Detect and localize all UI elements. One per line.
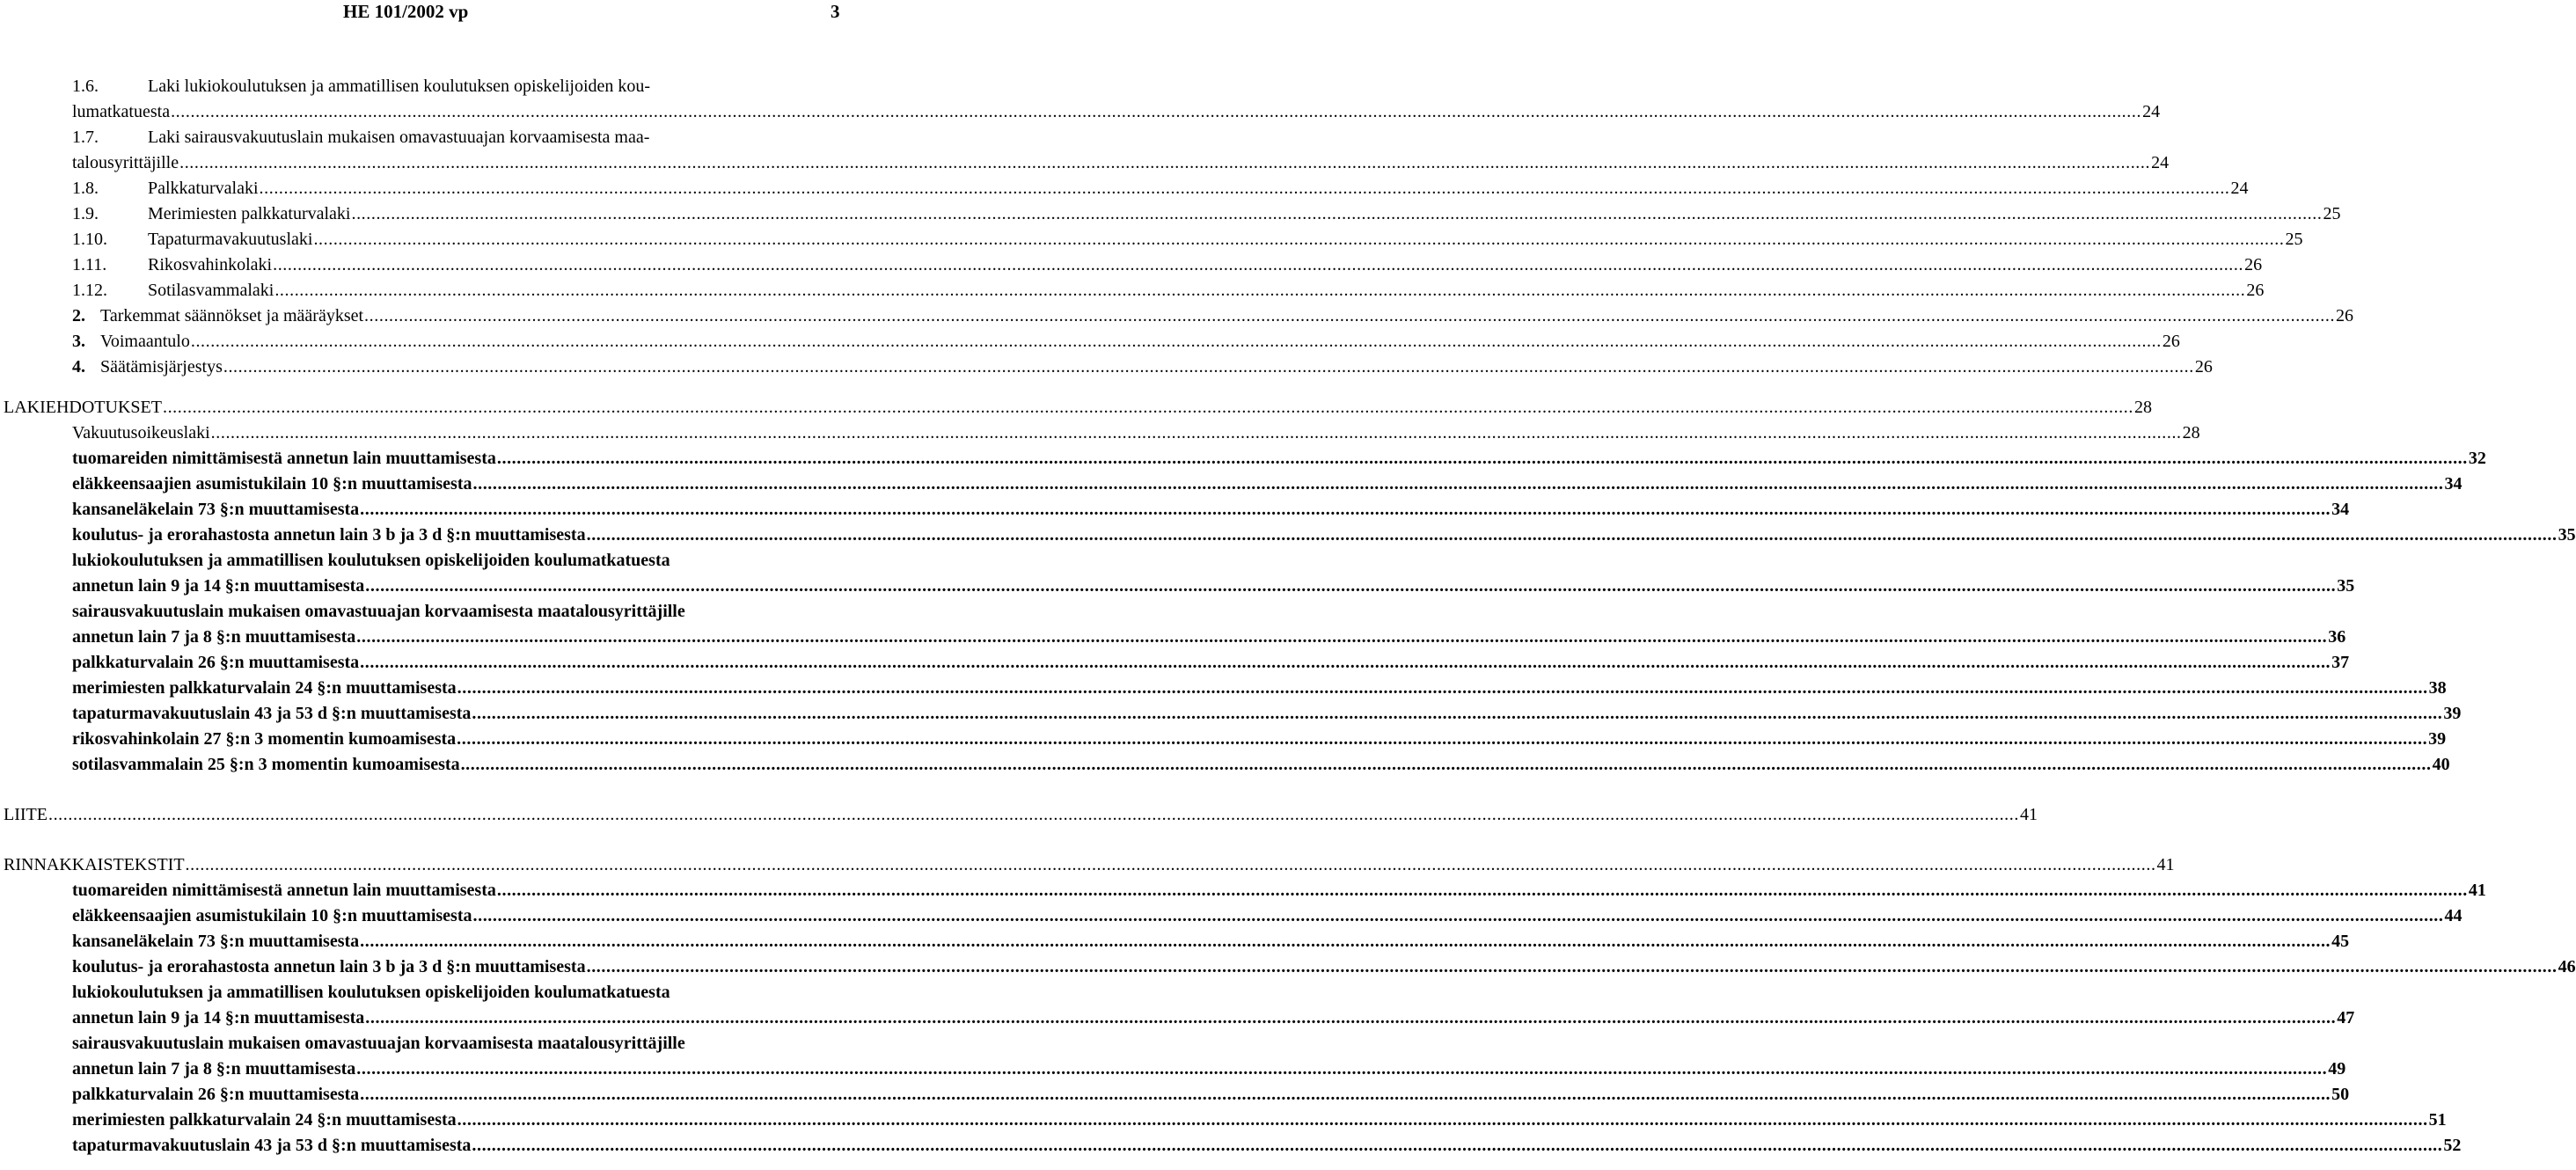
dot-leader: ................................................................................................................................................................................................................................................................................................................................................................................................................: [360, 653, 2331, 672]
toc-entry-title: tapaturmavakuutuslain 43 ja 53 d §:n muuttamisesta: [72, 701, 472, 727]
toc-entry: [0, 125, 845, 150]
toc-entry-page: 35: [2558, 523, 2576, 548]
dot-leader: ................................................................................................................................................................................................................................................................................................................................................................................................................: [586, 525, 2558, 545]
toc-entry: [0, 878, 2486, 903]
dot-leader: ................................................................................................................................................................................................................................................................................................................................................................................................................: [185, 855, 2156, 874]
toc-entry-title: Rikosvahinkolaki: [148, 252, 273, 278]
toc-entry-page: 49: [2327, 1057, 2345, 1082]
toc-entry: [0, 497, 2350, 523]
dot-leader: ................................................................................................................................................................................................................................................................................................................................................................................................................: [360, 1085, 2331, 1104]
toc-entry-page: 24: [2141, 99, 2160, 125]
dot-leader: ................................................................................................................................................................................................................................................................................................................................................................................................................: [457, 1110, 2428, 1130]
toc-entry: [0, 650, 2350, 676]
dot-leader: ................................................................................................................................................................................................................................................................................................................................................................................................................: [586, 957, 2558, 976]
toc-entry: [0, 625, 2346, 650]
dot-leader: ................................................................................................................................................................................................................................................................................................................................................................................................................: [273, 255, 2244, 274]
toc-entry-page: 26: [2162, 329, 2180, 355]
toc-entry-page: 50: [2331, 1082, 2349, 1108]
toc-entry: [0, 1082, 2350, 1108]
toc-entry-page: 47: [2336, 1005, 2354, 1031]
toc-entry-page: 32: [2468, 446, 2486, 472]
toc-entry-title: sairausvakuutuslain mukaisen omavastuuajan korvaamisesta maatalousyrittäjille: [72, 1034, 685, 1053]
dot-leader: ................................................................................................................................................................................................................................................................................................................................................................................................................: [259, 179, 2230, 198]
toc-entry-page: 28: [2182, 420, 2200, 446]
toc-entry: [0, 201, 2341, 227]
toc-entry-title: tuomareiden nimittämisestä annetun lain muuttamisesta: [72, 446, 497, 472]
toc-entry-page: 25: [2322, 201, 2340, 227]
toc-entry-title: sairausvakuutuslain mukaisen omavastuuajan korvaamisesta maatalousyrittäjille: [72, 602, 685, 621]
toc-entry-page: 25: [2284, 227, 2302, 252]
toc-entry-title: merimiesten palkkaturvalain 24 §:n muuttamisesta: [72, 676, 457, 701]
toc-entry-page: 41: [2468, 878, 2486, 903]
dot-leader: ................................................................................................................................................................................................................................................................................................................................................................................................................: [179, 153, 2151, 172]
toc-entry: [0, 548, 845, 574]
toc-entry-title: koulutus- ja erorahastosta annetun lain 3 b ja 3 d §:n muuttamisesta: [72, 523, 587, 548]
toc-entry-title: RINNAKKAISTEKSTIT: [4, 852, 186, 878]
toc-entry-page: 24: [2230, 176, 2249, 201]
toc-entry-page: 26: [2245, 278, 2264, 303]
toc-entry-page: 34: [2444, 472, 2463, 497]
toc-entry-number: 1.9.: [72, 204, 99, 223]
toc-entry-title: lumatkatuesta: [72, 99, 171, 125]
toc-entry-title: merimiesten palkkaturvalain 24 §:n muuttamisesta: [72, 1108, 457, 1133]
dot-leader: ................................................................................................................................................................................................................................................................................................................................................................................................................: [351, 204, 2323, 223]
toc-entry: [0, 472, 2463, 497]
toc-entry-title: kansaneläkelain 73 §:n muuttamisesta: [72, 929, 360, 954]
toc-entry-page: 41: [2019, 802, 2038, 828]
toc-entry-number: 1.10.: [72, 230, 107, 249]
dot-leader: ................................................................................................................................................................................................................................................................................................................................................................................................................: [496, 881, 2468, 900]
dot-leader: ................................................................................................................................................................................................................................................................................................................................................................................................................: [171, 102, 2142, 121]
toc-entry-title: eläkkeensaajien asumistukilain 10 §:n muuttamisesta: [72, 472, 473, 497]
toc-entry: [0, 752, 2450, 778]
toc-entry-title: tuomareiden nimittämisestä annetun lain muuttamisesta: [72, 878, 497, 903]
toc-entry: [0, 99, 2161, 125]
toc-entry-title: Tapaturmavakuutuslaki: [148, 227, 313, 252]
toc-entry-number: 4.: [72, 357, 85, 377]
toc-entry-number: 1.12.: [72, 281, 107, 300]
dot-leader: ................................................................................................................................................................................................................................................................................................................................................................................................................: [356, 1059, 2328, 1079]
page-number: 3: [831, 1, 840, 22]
dot-leader: ................................................................................................................................................................................................................................................................................................................................................................................................................: [360, 500, 2331, 519]
toc-entry-title: Sotilasvammalaki: [148, 278, 274, 303]
toc-entry-title: koulutus- ja erorahastosta annetun lain 3 b ja 3 d §:n muuttamisesta: [72, 954, 587, 980]
dot-leader: ................................................................................................................................................................................................................................................................................................................................................................................................................: [364, 306, 2336, 325]
toc-entry-title: Laki sairausvakuutuslain mukaisen omavastuuajan korvaamisesta maa-: [148, 128, 650, 147]
toc-entry: [0, 1005, 2355, 1031]
toc-entry: [0, 150, 2170, 176]
toc-entry: [0, 701, 2462, 727]
dot-leader: ................................................................................................................................................................................................................................................................................................................................................................................................................: [496, 449, 2468, 468]
toc-entry-page: 37: [2331, 650, 2349, 676]
dot-leader: ................................................................................................................................................................................................................................................................................................................................................................................................................: [365, 1008, 2337, 1027]
dot-leader: ................................................................................................................................................................................................................................................................................................................................................................................................................: [162, 398, 2133, 417]
table-of-contents: [0, 74, 2576, 1159]
toc-entry: [0, 727, 2447, 752]
toc-entry-page: 44: [2444, 903, 2463, 929]
toc-entry: [0, 802, 2038, 828]
toc-entry: [0, 1133, 2462, 1159]
dot-leader: ................................................................................................................................................................................................................................................................................................................................................................................................................: [360, 932, 2331, 951]
toc-entry-page: 39: [2442, 701, 2461, 727]
dot-leader: ................................................................................................................................................................................................................................................................................................................................................................................................................: [365, 576, 2337, 596]
toc-entry-page: 34: [2331, 497, 2349, 523]
toc-entry: [0, 929, 2350, 954]
toc-entry: [0, 446, 2486, 472]
toc-entry: [0, 676, 2447, 701]
toc-entry-page: 40: [2432, 752, 2450, 778]
dot-leader: ................................................................................................................................................................................................................................................................................................................................................................................................................: [472, 704, 2443, 723]
toc-entry: [0, 1108, 2447, 1133]
toc-entry-title: LAKIEHDOTUKSET: [4, 395, 163, 420]
toc-entry-title: Laki lukiokoulutuksen ja ammatillisen koulutuksen opiskelijoiden kou-: [148, 77, 651, 96]
toc-entry-title: Voimaantulo: [100, 329, 191, 355]
toc-entry-page: 52: [2442, 1133, 2461, 1159]
dot-leader: ................................................................................................................................................................................................................................................................................................................................................................................................................: [190, 332, 2162, 351]
toc-entry: [0, 599, 845, 625]
toc-entry-page: 51: [2428, 1108, 2447, 1133]
toc-entry-number: 1.11.: [72, 255, 107, 274]
toc-entry: [0, 303, 2354, 329]
toc-entry-title: rikosvahinkolain 27 §:n 3 momentin kumoamisesta: [72, 727, 457, 752]
dot-leader: ................................................................................................................................................................................................................................................................................................................................................................................................................: [223, 357, 2194, 377]
toc-entry: [0, 355, 2213, 380]
toc-entry-title: annetun lain 9 ja 14 §:n muuttamisesta: [72, 574, 365, 599]
toc-entry: [0, 523, 2576, 548]
toc-entry-number: 1.7.: [72, 128, 99, 147]
toc-entry-page: 45: [2331, 929, 2349, 954]
toc-entry-number: 1.6.: [72, 77, 99, 96]
toc-entry: [0, 980, 845, 1005]
dot-leader: ................................................................................................................................................................................................................................................................................................................................................................................................................: [48, 805, 2019, 824]
dot-leader: ................................................................................................................................................................................................................................................................................................................................................................................................................: [460, 755, 2432, 774]
toc-entry-page: 39: [2427, 727, 2446, 752]
toc-entry-title: annetun lain 7 ja 8 §:n muuttamisesta: [72, 625, 356, 650]
toc-entry: [0, 1031, 845, 1057]
document-id: HE 101/2002 vp: [343, 1, 469, 22]
page-header: [0, 0, 845, 25]
toc-entry-title: sotilasvammalain 25 §:n 3 momentin kumoamisesta: [72, 752, 461, 778]
toc-entry: [0, 1057, 2346, 1082]
toc-entry: [0, 74, 845, 99]
dot-leader: ................................................................................................................................................................................................................................................................................................................................................................................................................: [356, 627, 2328, 647]
dot-leader: ................................................................................................................................................................................................................................................................................................................................................................................................................: [313, 230, 2285, 249]
toc-entry-title: talousyrittäjille: [72, 150, 179, 176]
toc-entry-title: Vakuutusoikeuslaki: [72, 420, 211, 446]
toc-entry-page: 35: [2336, 574, 2354, 599]
toc-entry-title: lukiokoulutuksen ja ammatillisen koulutuksen opiskelijoiden koulumatkatuesta: [72, 551, 670, 570]
toc-entry-title: palkkaturvalain 26 §:n muuttamisesta: [72, 1082, 360, 1108]
toc-entry-number: 2.: [72, 306, 85, 325]
toc-entry-title: Palkkaturvalaki: [148, 176, 260, 201]
toc-entry-page: 26: [2243, 252, 2262, 278]
toc-entry-number: 1.8.: [72, 179, 99, 198]
toc-entry-title: palkkaturvalain 26 §:n muuttamisesta: [72, 650, 360, 676]
toc-entry: [0, 954, 2576, 980]
toc-entry-page: 38: [2428, 676, 2447, 701]
toc-entry: [0, 329, 2180, 355]
toc-entry-page: 46: [2558, 954, 2576, 980]
toc-entry: [0, 852, 2175, 878]
dot-leader: ................................................................................................................................................................................................................................................................................................................................................................................................................: [472, 906, 2444, 925]
dot-leader: ................................................................................................................................................................................................................................................................................................................................................................................................................: [472, 474, 2444, 494]
toc-entry: [0, 227, 2303, 252]
toc-entry-title: LIITE: [4, 802, 48, 828]
toc-entry-title: Merimiesten palkkaturvalaki: [148, 201, 351, 227]
toc-entry-title: eläkkeensaajien asumistukilain 10 §:n muuttamisesta: [72, 903, 473, 929]
toc-entry-page: 28: [2133, 395, 2152, 420]
dot-leader: ................................................................................................................................................................................................................................................................................................................................................................................................................: [472, 1136, 2443, 1155]
toc-entry-title: Tarkemmat säännökset ja määräykset: [100, 303, 364, 329]
dot-leader: ................................................................................................................................................................................................................................................................................................................................................................................................................: [457, 729, 2428, 749]
toc-entry-page: 36: [2327, 625, 2345, 650]
toc-entry-title: tapaturmavakuutuslain 43 ja 53 d §:n muuttamisesta: [72, 1133, 472, 1159]
toc-entry-title: kansaneläkelain 73 §:n muuttamisesta: [72, 497, 360, 523]
toc-entry: [0, 252, 2263, 278]
toc-entry: [0, 176, 2249, 201]
toc-entry-title: annetun lain 7 ja 8 §:n muuttamisesta: [72, 1057, 356, 1082]
toc-entry-title: Säätämisjärjestys: [100, 355, 223, 380]
toc-entry: [0, 395, 2152, 420]
toc-entry-number: 3.: [72, 332, 85, 351]
toc-entry: [0, 278, 2265, 303]
toc-entry-title: lukiokoulutuksen ja ammatillisen koulutuksen opiskelijoiden koulumatkatuesta: [72, 983, 670, 1002]
toc-entry-page: 24: [2150, 150, 2169, 176]
toc-entry-page: 26: [2194, 355, 2213, 380]
toc-entry-page: 41: [2156, 852, 2175, 878]
dot-leader: ................................................................................................................................................................................................................................................................................................................................................................................................................: [457, 678, 2428, 698]
dot-leader: ................................................................................................................................................................................................................................................................................................................................................................................................................: [210, 423, 2182, 442]
toc-entry: [0, 574, 2355, 599]
toc-entry-page: 26: [2335, 303, 2353, 329]
dot-leader: ................................................................................................................................................................................................................................................................................................................................................................................................................: [274, 281, 2246, 300]
toc-entry-title: annetun lain 9 ja 14 §:n muuttamisesta: [72, 1005, 365, 1031]
toc-entry: [0, 903, 2463, 929]
toc-entry: [0, 420, 2200, 446]
